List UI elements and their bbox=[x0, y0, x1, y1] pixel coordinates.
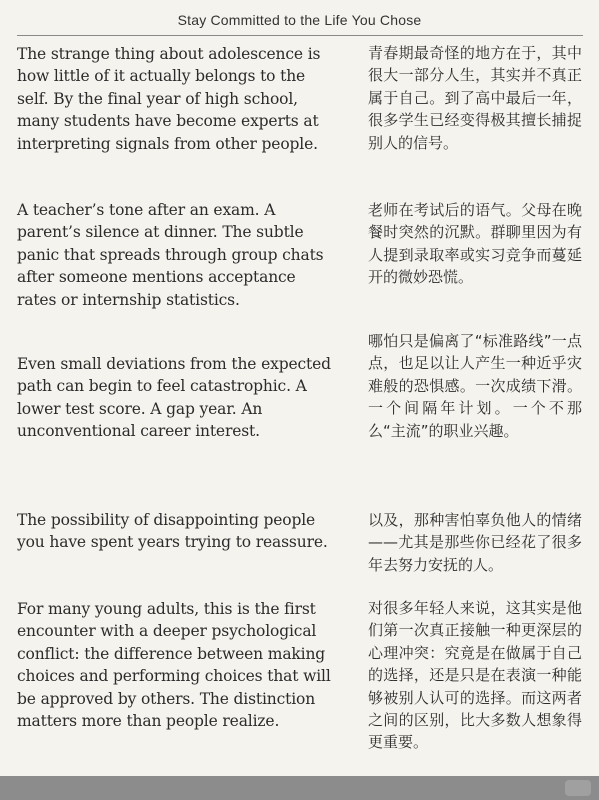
paragraph-5-english: For many young adults, this is the first encounter with a deeper psychological conflict: the difference between making choices and performing choices that will be approved by others. The distinction matters more than people realize. bbox=[17, 600, 331, 731]
paragraph-3-chinese: 哪怕只是偏离了“标准路线”一点点，也足以让人产生一种近乎灾难般的恐惧感。一次成绩下滑。一个间隔年计划。一个不那么“主流”的职业兴趣。 bbox=[368, 332, 582, 440]
paragraph-2-english: A teacher’s tone after an exam. A parent’s silence at dinner. The subtle panic that spreads through group chats after someone mentions acceptance rates or internship statistics. bbox=[17, 201, 324, 309]
paragraph-2-chinese: 老师在考试后的语气。父母在晚餐时突然的沉默。群聊里因为有人提到录取率或实习竞争而蔓延开的微妙恐慌。 bbox=[368, 201, 582, 287]
paragraph-1-english: The strange thing about adolescence is how little of it actually belongs to the self. By the final year of high school, many students have become experts at interpreting signals from other people. bbox=[17, 45, 321, 153]
paragraph-1-chinese: 青春期最奇怪的地方在于，其中很大一部分人生，其实并不真正属于自己。到了高中最后一年，很多学生已经变得极其擅长捕捉别人的信号。 bbox=[368, 44, 582, 152]
paragraph-5-chinese: 对很多年轻人来说，这其实是他们第一次真正接触一种更深层的心理冲突：究竟是在做属于自己的选择，还是只是在表演一种能够被别人认可的选择。而这两者之间的区别，比大多数人想象得更重要。 bbox=[368, 599, 582, 752]
paragraph-3-english: Even small deviations from the expected path can begin to feel catastrophic. A lower test score. A gap year. An unconventional career interest. bbox=[17, 355, 331, 441]
paragraph-4-chinese: 以及，那种害怕辜负他人的情绪——尤其是那些你已经花了很多年去努力安抚的人。 bbox=[368, 511, 582, 574]
watermark-badge bbox=[565, 780, 591, 796]
bottom-bar bbox=[0, 776, 599, 800]
page-header-title: Stay Committed to the Life You Chose bbox=[177, 12, 422, 28]
paragraph-4-english: The possibility of disappointing people you have spent years trying to reassure. bbox=[17, 511, 328, 552]
header-divider bbox=[17, 35, 583, 36]
